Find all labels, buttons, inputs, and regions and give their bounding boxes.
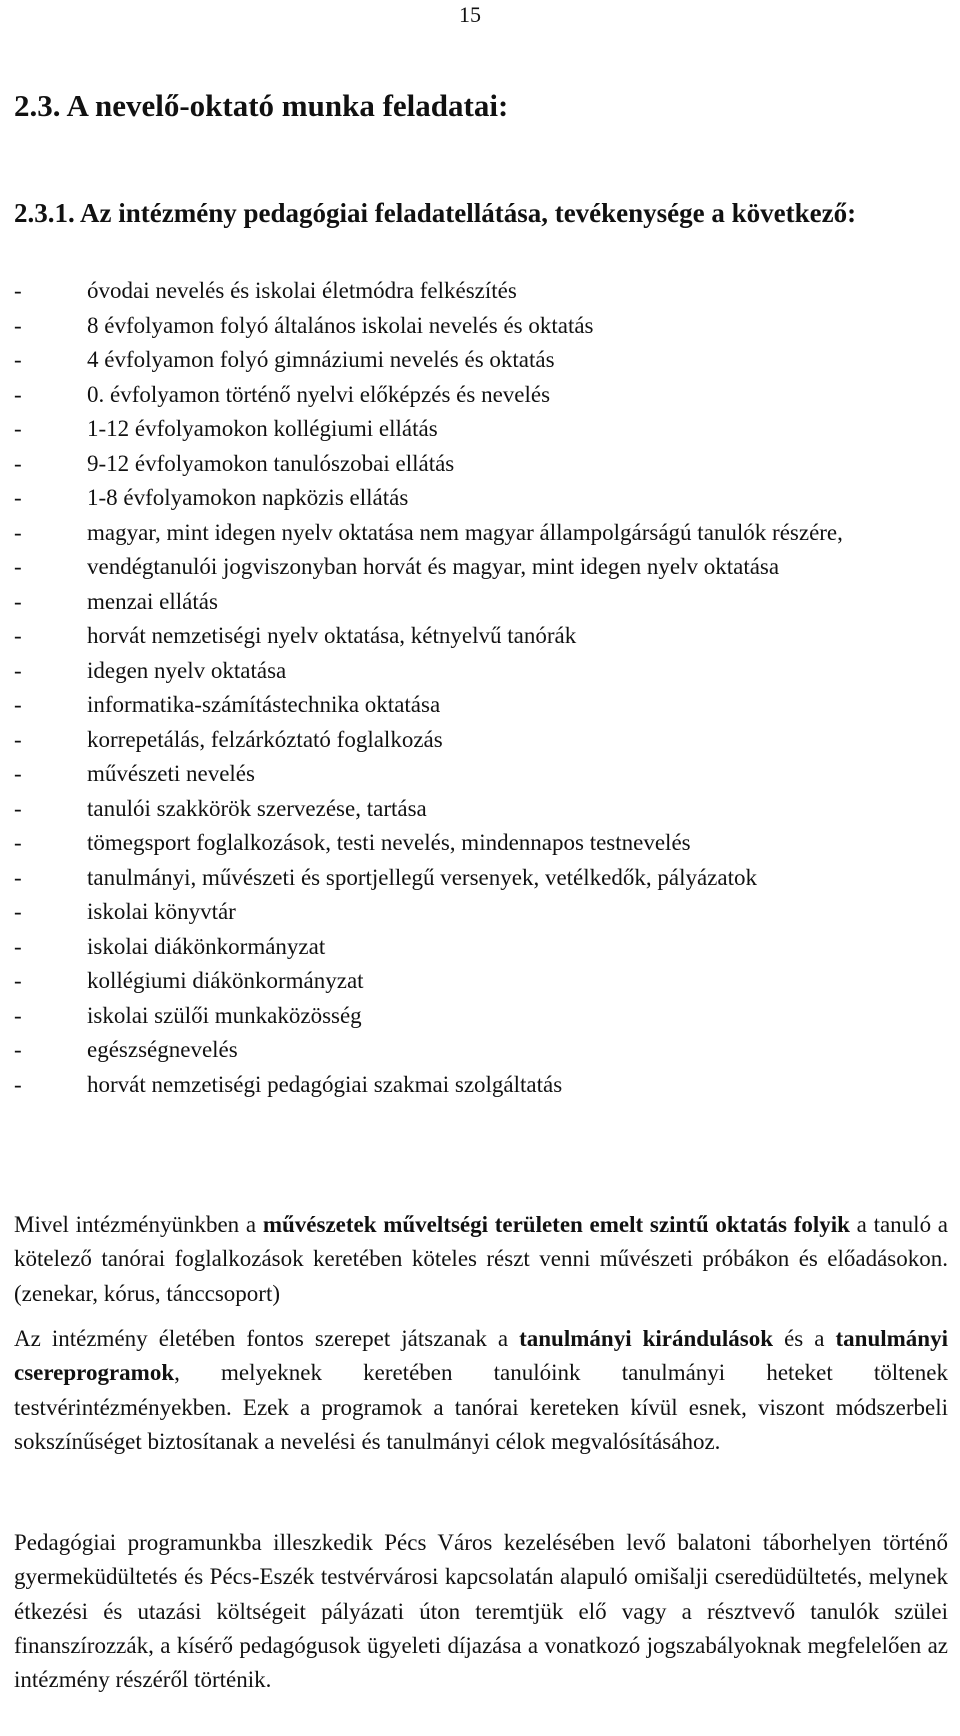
list-item bbox=[14, 550, 948, 585]
list-item-text: korrepetálás, felzárkóztató foglalkozás bbox=[87, 726, 443, 752]
list-item-text: 1-12 évfolyamokon kollégiumi ellátás bbox=[87, 416, 438, 441]
bullet-dash: - bbox=[14, 347, 22, 372]
bullet-dash: - bbox=[14, 519, 22, 545]
bullet-dash: - bbox=[14, 450, 22, 476]
emphasis-arts: művészetek műveltségi területen emelt szintű oktatás folyik bbox=[262, 1212, 850, 1237]
list-item bbox=[14, 1068, 948, 1103]
list-item bbox=[14, 1033, 948, 1068]
page-number: 15 bbox=[459, 2, 481, 27]
section-heading: 2.3. A nevelő-oktató munka feladatai: bbox=[14, 88, 509, 123]
list-item bbox=[14, 585, 948, 620]
bullet-dash: - bbox=[14, 830, 22, 855]
bullet-dash: - bbox=[14, 312, 22, 338]
list-item-text: 9-12 évfolyamokon tanulószobai ellátás bbox=[87, 450, 455, 476]
list-item-text: magyar, mint idegen nyelv oktatása nem magyar állampolgárságú tanulók részére, bbox=[87, 519, 843, 545]
list-item-text: horvát nemzetiségi pedagógiai szakmai szolgáltatás bbox=[87, 1071, 563, 1097]
list-item bbox=[14, 964, 948, 999]
bullet-dash: - bbox=[14, 1071, 22, 1097]
list-item bbox=[14, 516, 948, 551]
list-item bbox=[14, 688, 948, 723]
task-list bbox=[14, 274, 948, 1102]
list-item-text: tanulmányi, művészeti és sportjellegű versenyek, vetélkedők, pályázatok bbox=[87, 864, 757, 890]
list-item bbox=[14, 309, 948, 344]
list-item-text: kollégiumi diákönkormányzat bbox=[87, 968, 364, 993]
list-item-text: 1-8 évfolyamokon napközis ellátás bbox=[87, 485, 409, 510]
list-item-text: iskolai szülői munkaközösség bbox=[87, 1002, 362, 1028]
list-item-text: tanulói szakkörök szervezése, tartása bbox=[87, 795, 427, 821]
list-item bbox=[14, 378, 948, 413]
bullet-dash: - bbox=[14, 485, 22, 510]
list-item-text: menzai ellátás bbox=[87, 588, 218, 614]
bullet-dash: - bbox=[14, 1037, 22, 1062]
list-item bbox=[14, 930, 948, 965]
list-item-text: iskolai diákönkormányzat bbox=[87, 933, 326, 959]
list-item-text: óvodai nevelés és iskolai életmódra felkészítés bbox=[87, 278, 517, 303]
bullet-dash: - bbox=[14, 726, 22, 752]
bullet-dash: - bbox=[14, 554, 22, 579]
list-item bbox=[14, 999, 948, 1034]
bullet-dash: - bbox=[14, 795, 22, 821]
list-item-text: 8 évfolyamon folyó általános iskolai nevelés és oktatás bbox=[87, 312, 594, 338]
list-item bbox=[14, 412, 948, 447]
list-item bbox=[14, 757, 948, 792]
emphasis-exchange-programs: tanulmányi csereprogramok bbox=[14, 1326, 948, 1386]
list-item bbox=[14, 654, 948, 689]
list-item bbox=[14, 861, 948, 896]
list-item-text: 0. évfolyamon történő nyelvi előképzés és nevelés bbox=[87, 381, 551, 407]
bullet-dash: - bbox=[14, 416, 22, 441]
bullet-dash: - bbox=[14, 864, 22, 890]
list-item bbox=[14, 895, 948, 930]
list-item-text: informatika-számítástechnika oktatása bbox=[87, 692, 441, 717]
bullet-dash: - bbox=[14, 899, 22, 924]
emphasis-study-trips: tanulmányi kirándulások bbox=[519, 1326, 774, 1351]
list-item bbox=[14, 723, 948, 758]
list-item bbox=[14, 792, 948, 827]
bullet-dash: - bbox=[14, 278, 22, 303]
list-item bbox=[14, 481, 948, 516]
list-item-text: tömegsport foglalkozások, testi nevelés, mindennapos testnevelés bbox=[87, 830, 691, 855]
list-item bbox=[14, 274, 948, 309]
list-item-text: horvát nemzetiségi nyelv oktatása, kétnyelvű tanórák bbox=[87, 623, 577, 648]
list-item bbox=[14, 826, 948, 861]
list-item-text: idegen nyelv oktatása bbox=[87, 657, 287, 683]
list-item-text: vendégtanulói jogviszonyban horvát és magyar, mint idegen nyelv oktatása bbox=[87, 554, 780, 579]
list-item-text: 4 évfolyamon folyó gimnáziumi nevelés és oktatás bbox=[87, 347, 555, 372]
list-item bbox=[14, 447, 948, 482]
bullet-dash: - bbox=[14, 1002, 22, 1028]
list-item-text: művészeti nevelés bbox=[87, 761, 255, 786]
list-item-text: iskolai könyvtár bbox=[87, 899, 236, 924]
bullet-dash: - bbox=[14, 692, 22, 717]
list-item bbox=[14, 343, 948, 378]
camps-paragraph: Pedagógiai programunkba illeszkedik Pécs Város kezelésében levő balatoni táborhelyen történő gyermeküdültetés és Pécs-Eszék testvérvárosi kapcsolatán alapuló omišalji cseredüdültetés, melynek étkezési és utazási költségeit pályázati úton teremtjük elő vagy a résztvevő tanulók szülei finanszírozzák, a kísérő pedagógusok ügyeleti díjazása a vonatkozó jogszabályoknak megfelelően az intézmény részéről történik. bbox=[14, 1530, 948, 1693]
bullet-dash: - bbox=[14, 381, 22, 407]
bullet-dash: - bbox=[14, 623, 22, 648]
bullet-dash: - bbox=[14, 968, 22, 993]
list-item-text: egészségnevelés bbox=[87, 1037, 238, 1062]
bullet-dash: - bbox=[14, 933, 22, 959]
bullet-dash: - bbox=[14, 761, 22, 786]
bullet-dash: - bbox=[14, 588, 22, 614]
list-item bbox=[14, 619, 948, 654]
subsection-heading: 2.3.1. Az intézmény pedagógiai feladatellátása, tevékenysége a következő: bbox=[14, 198, 857, 228]
bullet-dash: - bbox=[14, 657, 22, 683]
arts-education-paragraph: Mivel intézményünkben a művészetek műveltségi területen emelt szintű oktatás folyik a tanuló a kötelező tanórai foglalkozások keretében köteles részt venni művészeti próbákon és előadásokon. (zenekar, kórus, tánccsoport) bbox=[14, 1212, 949, 1306]
study-trips-paragraph: Az intézmény életében fontos szerepet játszanak a tanulmányi kirándulások és a tanulmányi csereprogramok, melyeknek keretében tanulóink tanulmányi heteket töltenek testvérintézményekben. Ezek a programok a tanórai kereteken kívül esnek, viszont módszerbeli sokszínűséget biztosítanak a nevelési és tanulmányi célok megvalósításához. bbox=[14, 1326, 948, 1454]
